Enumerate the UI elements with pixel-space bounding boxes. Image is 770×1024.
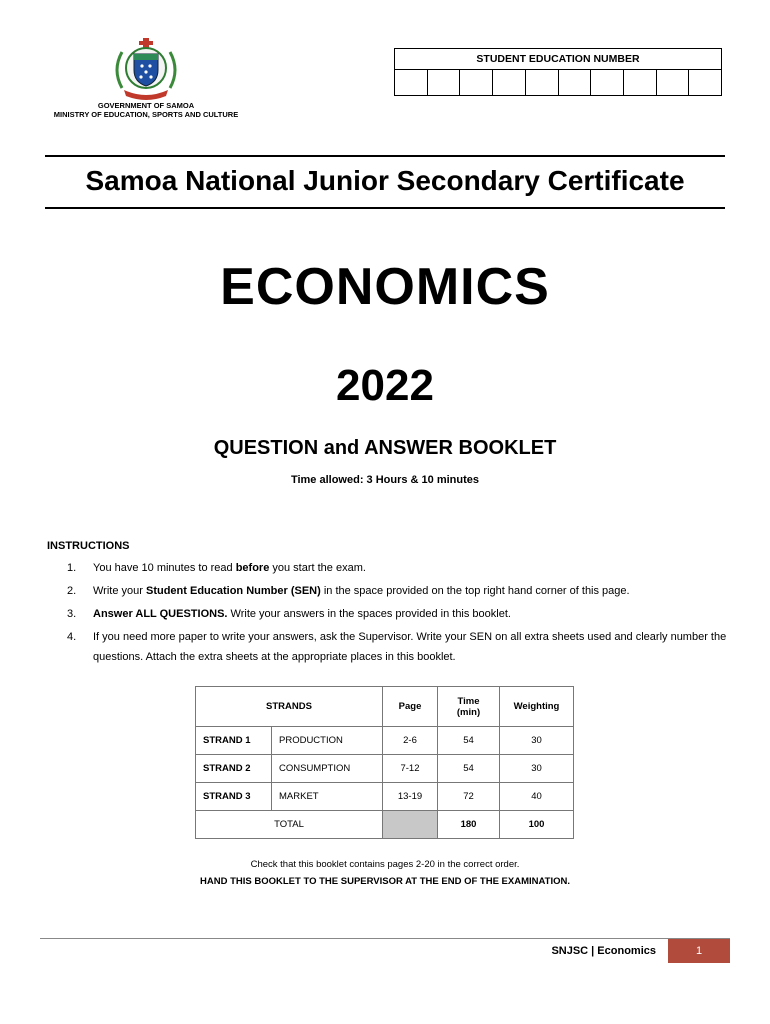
- table-total-row: [196, 811, 574, 839]
- instructions-list: [67, 558, 737, 670]
- footer-label: SNJSC | Economics: [551, 945, 656, 957]
- certificate-title: Samoa National Junior Secondary Certificate: [85, 165, 685, 196]
- check-pages-note: Check that this booklet contains pages 2-20 in the correct order.: [250, 859, 520, 870]
- strand-pages: 13-19: [383, 783, 438, 811]
- instruction-text: in the space provided on the top right hand corner of this page.: [320, 585, 630, 597]
- instruction-bold: Answer ALL QUESTIONS.: [93, 608, 228, 620]
- strand-weighting: 40: [500, 783, 574, 811]
- instruction-text: Write your: [93, 585, 146, 597]
- strand-label: STRAND 2: [196, 755, 272, 783]
- strand-name: MARKET: [272, 783, 383, 811]
- table-header-row: [196, 687, 574, 727]
- strand-name: CONSUMPTION: [272, 755, 383, 783]
- total-page-shaded: [383, 811, 438, 839]
- strand-time: 54: [438, 755, 500, 783]
- sen-digit-cell[interactable]: [460, 70, 493, 95]
- total-weighting: 100: [500, 811, 574, 839]
- booklet-title: QUESTION and ANSWER BOOKLET: [213, 437, 557, 459]
- top-rule: [45, 155, 725, 157]
- sen-digit-cell[interactable]: [559, 70, 592, 95]
- header-strands: STRANDS: [196, 687, 383, 727]
- total-time: 180: [438, 811, 500, 839]
- instruction-number: 3.: [67, 608, 77, 620]
- exam-year: 2022: [336, 361, 434, 410]
- hand-in-note: HAND THIS BOOKLET TO THE SUPERVISOR AT THE END OF THE EXAMINATION.: [200, 876, 570, 887]
- government-caption: [40, 101, 252, 119]
- sen-digit-cell[interactable]: [624, 70, 657, 95]
- sen-digit-cell[interactable]: [591, 70, 624, 95]
- sen-digit-cell[interactable]: [689, 70, 721, 95]
- strand-label: STRAND 3: [196, 783, 272, 811]
- student-education-number-box: [394, 48, 722, 96]
- instruction-number: 4.: [67, 631, 77, 643]
- header-time: [438, 687, 500, 727]
- government-name: GOVERNMENT OF SAMOA: [97, 101, 195, 110]
- sen-digit-cell[interactable]: [395, 70, 428, 95]
- strand-pages: 2-6: [383, 727, 438, 755]
- instruction-text: you start the exam.: [269, 562, 366, 574]
- instruction-text: You have 10 minutes to read: [93, 562, 236, 574]
- instruction-text: If you need more paper to write your answers, ask the Supervisor. Write your SEN on all extra sheets used and clearly number the questions. Attach the extra sheets at the appropriate places in this booklet.: [93, 631, 727, 663]
- strand-weighting: 30: [500, 727, 574, 755]
- sen-digit-cell[interactable]: [493, 70, 526, 95]
- header-page: Page: [383, 687, 438, 727]
- strand-pages: 7-12: [383, 755, 438, 783]
- header-weighting: Weighting: [500, 687, 574, 727]
- header-time-line2: (min): [456, 706, 481, 718]
- instruction-number: 1.: [67, 562, 77, 574]
- strand-weighting: 30: [500, 755, 574, 783]
- instruction-item: [67, 558, 737, 578]
- table-row: [196, 727, 574, 755]
- header-time-line1: Time: [457, 695, 480, 707]
- bottom-rule: [45, 207, 725, 209]
- footer-divider: [40, 938, 730, 939]
- table-row: [196, 755, 574, 783]
- instruction-bold: before: [235, 562, 270, 574]
- strand-time: 54: [438, 727, 500, 755]
- samoa-coat-of-arms-icon: [108, 36, 184, 102]
- sen-digit-cell[interactable]: [526, 70, 559, 95]
- time-allowed: Time allowed: 3 Hours & 10 minutes: [290, 474, 480, 486]
- strand-time: 72: [438, 783, 500, 811]
- instruction-text: Write your answers in the spaces provided in this booklet.: [227, 608, 511, 620]
- strand-label: STRAND 1: [196, 727, 272, 755]
- ministry-name: MINISTRY OF EDUCATION, SPORTS AND CULTURE: [53, 110, 239, 119]
- instruction-item: [67, 604, 737, 624]
- sen-cells: [394, 70, 722, 96]
- sen-digit-cell[interactable]: [428, 70, 461, 95]
- page-number: 1: [668, 939, 730, 963]
- instruction-item: [67, 627, 737, 667]
- subject-title: ECONOMICS: [220, 258, 550, 316]
- instruction-number: 2.: [67, 585, 77, 597]
- table-row: [196, 783, 574, 811]
- instruction-item: [67, 581, 737, 601]
- sen-title: STUDENT EDUCATION NUMBER: [394, 48, 722, 70]
- strand-name: PRODUCTION: [272, 727, 383, 755]
- sen-digit-cell[interactable]: [657, 70, 690, 95]
- instruction-bold: Student Education Number (SEN): [145, 585, 321, 597]
- instructions-heading: INSTRUCTIONS: [47, 540, 130, 552]
- strands-table: [195, 686, 574, 839]
- total-label: TOTAL: [196, 811, 383, 839]
